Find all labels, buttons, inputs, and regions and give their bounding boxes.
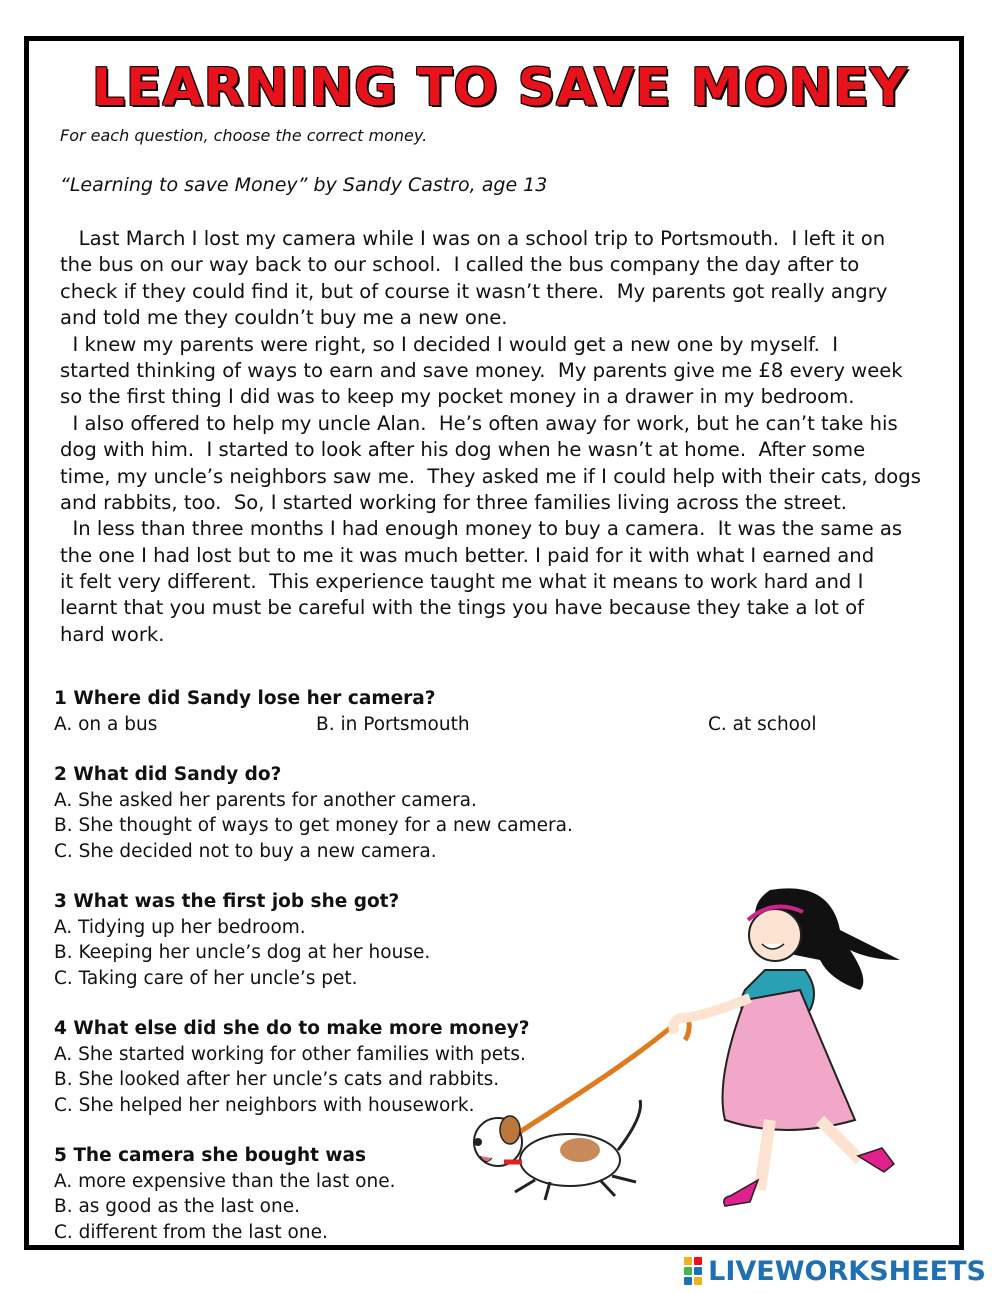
logo-text: LIVEWORKSHEETS — [708, 1255, 986, 1287]
question-text: 2 What did Sandy do? — [54, 764, 282, 785]
story-line: time, my uncle’s neighbors saw me. They asked me if I could help with their cats, dogs — [60, 464, 921, 488]
option-c[interactable]: C. She helped her neighbors with housework. — [54, 1094, 475, 1116]
story-line: Last March I lost my camera while I was on a school trip to Portsmouth. I left it on — [60, 227, 886, 250]
option-c[interactable]: C. She decided not to buy a new camera. — [54, 840, 437, 862]
story-line: In less than three months I had enough money to buy a camera. It was the same as — [60, 517, 903, 541]
story-line: and told me they couldn’t buy me a new one. — [60, 306, 508, 330]
option-a[interactable]: A. She started working for other families with pets. — [54, 1043, 526, 1065]
story-line: check if they could find it, but of course it wasn’t there. My parents got really angry — [60, 279, 888, 303]
option-a[interactable]: A. She asked her parents for another camera. — [54, 789, 477, 811]
story-text — [60, 226, 960, 648]
story-line: the one I had lost but to me it was much better. I paid for it with what I earned and — [60, 543, 875, 567]
option-b[interactable]: B. She thought of ways to get money for a new camera. — [54, 815, 573, 836]
option-a[interactable]: A. Tidying up her bedroom. — [54, 916, 306, 938]
question-text: 4 What else did she do to make more money? — [54, 1018, 530, 1039]
question-2 — [54, 762, 674, 864]
question-1 — [54, 686, 817, 737]
story-line: it felt very different. This experience taught me what it means to work hard and I — [60, 570, 864, 594]
girl-walking-dog-illustration — [440, 880, 920, 1220]
story-line: so the first thing I did was to keep my pocket money in a drawer in my bedroom. — [60, 385, 855, 409]
story-line: started thinking of ways to earn and save money. My parents give me £8 every week — [60, 358, 903, 382]
leash — [500, 1017, 689, 1145]
option-a[interactable]: A. on a bus — [54, 713, 158, 735]
story-line: learnt that you must be careful with the tings you have because they take a lot of — [60, 596, 864, 620]
story-line: I knew my parents were right, so I decided I would get a new one by myself. I — [60, 332, 839, 356]
option-a[interactable]: A. more expensive than the last one. — [54, 1170, 396, 1192]
logo-icon — [684, 1257, 702, 1285]
story-line: I also offered to help my uncle Alan. He’s often away for work, but he can’t take his — [60, 411, 898, 435]
story-byline: “Learning to save Money” by Sandy Castro, age 13 — [60, 174, 548, 196]
liveworksheets-logo — [684, 1254, 986, 1288]
story-line: and rabbits, too. So, I started working for three families living across the street. — [60, 490, 848, 514]
instructions: For each question, choose the correct money. — [60, 126, 428, 145]
option-row — [54, 712, 954, 738]
dog-icon — [474, 1100, 641, 1200]
option-c[interactable]: C. at school — [708, 713, 817, 735]
option-b[interactable]: B. She looked after her uncle’s cats and rabbits. — [54, 1069, 500, 1090]
worksheet-title: LEARNING TO SAVE MONEY — [91, 58, 909, 118]
question-text: 3 What was the first job she got? — [54, 891, 400, 912]
option-c[interactable]: C. different from the last one. — [54, 1221, 328, 1243]
question-text: 1 Where did Sandy lose her camera? — [54, 688, 436, 709]
option-b[interactable]: B. in Portsmouth — [316, 713, 470, 735]
story-line: the bus on our way back to our school. I called the bus company the day after to — [60, 253, 860, 277]
option-b[interactable]: B. Keeping her uncle’s dog at her house. — [54, 942, 431, 963]
question-text: 5 The camera she bought was — [54, 1145, 366, 1166]
story-line: dog with him. I started to look after his dog when he wasn’t at home. After some — [60, 438, 866, 462]
option-c[interactable]: C. Taking care of her uncle’s pet. — [54, 967, 358, 989]
story-line: hard work. — [60, 622, 165, 646]
option-b[interactable]: B. as good as the last one. — [54, 1196, 300, 1217]
girl-icon — [673, 888, 900, 1206]
